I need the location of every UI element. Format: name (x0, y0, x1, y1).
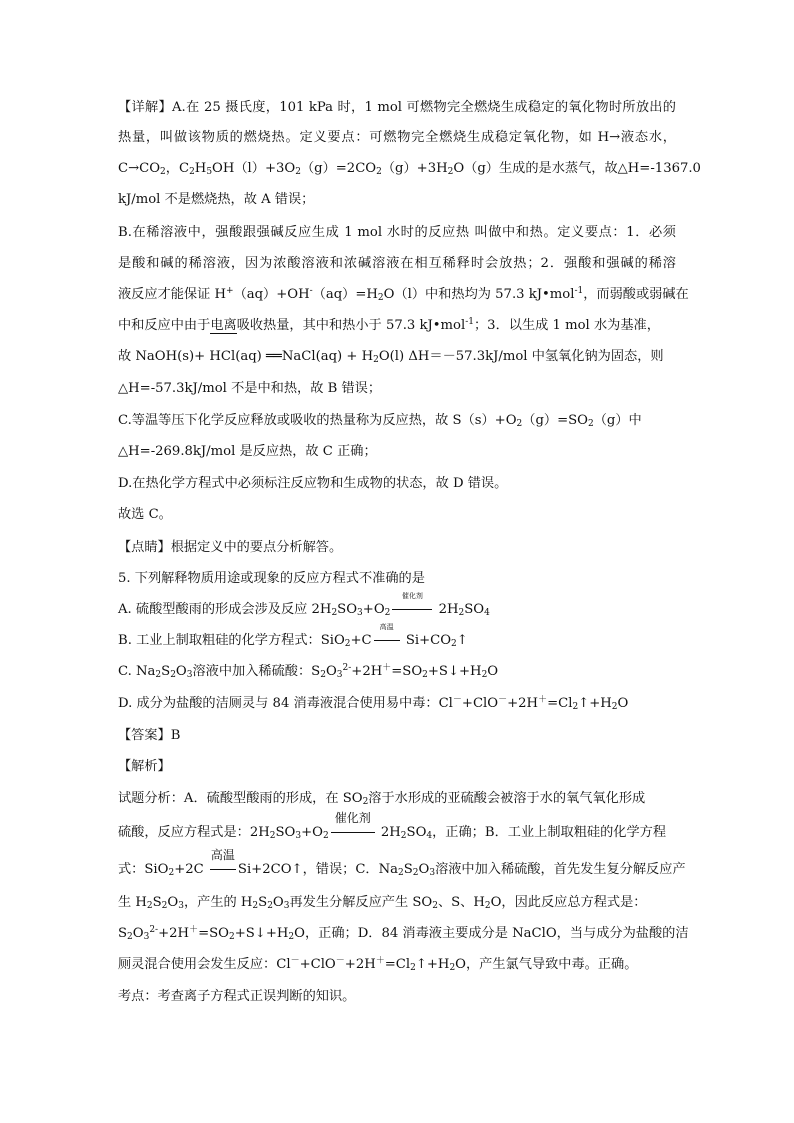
detail-choose: 故选 C。 (118, 507, 172, 522)
analysis-line-1: 试题分析：A．硫酸型酸雨的形成，在 $SO_2$溶于水形成的亚硫酸会被溶于水的氧气氧化形成 (118, 791, 646, 807)
detail-line-a3: $C\to CO_2$，$C_2H_5OH(l)+3O_2(g)=2CO_2(g)+3H_2O(g)$生成的是水蒸气，故△H=-1367.0 (118, 161, 701, 177)
detail-line-a4: kJ/mol 不是燃烧热，故 A 错误； (118, 192, 315, 207)
comment-line: 【点睛】根据定义中的要点分析解答。 (118, 540, 343, 555)
detail-line-b1: B.在稀溶液中，强酸跟强碱反应生成 1 mol 水时的反应热 叫做中和热。定义要点：1．必须 (118, 225, 676, 240)
option-a: A. 硫酸型酸雨的形成会涉及反应 $2H_2SO_3+O_2$ 催化剂 $2H_2SO_4$ (118, 592, 490, 618)
answer: 【答案】B (118, 728, 181, 743)
option-b: B. 工业上制取粗硅的化学方程式：SiO$_2$+C 高温 $Si+CO_2↑$ (118, 623, 468, 649)
option-c: C. $Na_2S_2O_3$溶液中加入稀硫酸：$S_2O_3^{2-}+2H^+=SO_2+S↓+H_2O$ (118, 663, 499, 680)
detail-line-b3: 液反应才能保证 $H^+(aq)+OH^-(aq)=H_2O(l)$中和热均为 57.3 kJ•mol$^{-1}$，而弱酸或弱碱在 (118, 286, 689, 303)
detail-line-b4: 中和反应中由于电离吸收热量，其中和热小于 57.3 kJ•mol$^{-1}$；3．以生成 1 mol 水为基准， (118, 317, 660, 333)
analysis-line-5: $S_2O_3^{2-}+2H^+=SO_2+S↓+H_2O$，正确；D．84 消毒液主要成分是 NaClO，当与成分为盐酸的洁 (118, 925, 689, 942)
analysis-line-2: 硫酸，反应方程式是：$2H_2SO_3+O_2$ 催化剂 $2H_2SO_4$，正确；B．工业上制取粗硅的化学方程 (118, 811, 667, 841)
detail-line-a2: 热量，叫做该物质的燃烧热。定义要点：可燃物完全燃烧生成稳定氧化物，如 H→液态水， (118, 130, 676, 145)
detail-line-c1: C.等温等压下化学反应释放或吸收的热量称为反应热，故 $S(s)+O_2(g)=SO_2(g)$中 (118, 413, 642, 429)
analysis-line-4: 生 $H_2S_2O_3$，产生的 $H_2S_2O_3$再发生分解反应产生 $SO_2$、S、$H_2O$，因此反应总方程式是： (118, 895, 647, 911)
option-d: D. 成分为盐酸的洁厕灵与 84 消毒液混合使用易中毒：$Cl^-+ClO^-+2H^+=Cl_2↑+H_2O$ (118, 695, 629, 712)
detail-line-a1: 【详解】A.在 25 摄氏度，101 kPa 时，1 mol 可燃物完全燃烧生成稳定的氧化物时所放出的 (118, 100, 676, 115)
detail-line-c2: △H=-269.8kJ/mol 是反应热，故 C 正确； (118, 444, 377, 459)
analysis-line-3: 式：SiO$_2$+2C 高温 Si+2CO↑，错误；C．$Na_2S_2O_3$溶液中加入稀硫酸，首先发生复分解反应产 (118, 848, 686, 878)
question-stem: 5. 下列解释物质用途或现象的反应方程式不准确的是 (118, 571, 425, 586)
detail-line-b2: 是酸和碱的稀溶液，因为浓酸溶液和浓碱溶液在相互稀释时会放热；2．强酸和强碱的稀溶 (118, 256, 676, 271)
analysis-line-6: 厕灵混合使用会发生反应：$Cl^-+ClO^-+2H^+=Cl_2↑+H_2O$，产生氯气导致中毒。正确。 (118, 956, 638, 973)
analysis-title: 【解析】 (118, 759, 171, 774)
detail-line-d1: D.在热化学方程式中必须标注反应物和生成物的状态，故 D 错误。 (118, 476, 508, 491)
detail-line-b5: 故 NaOH(s)+ HCl(aq) ══NaCl(aq) + $H_2O(l)$ ΔH＝－57.3kJ/mol 中氢氧化钠为固态，则 (118, 349, 664, 365)
detail-line-b6: △H=-57.3kJ/mol 不是中和热，故 B 错误； (118, 381, 382, 396)
analysis-line-7: 考点：考查离子方程式正误判断的知识。 (118, 989, 356, 1004)
